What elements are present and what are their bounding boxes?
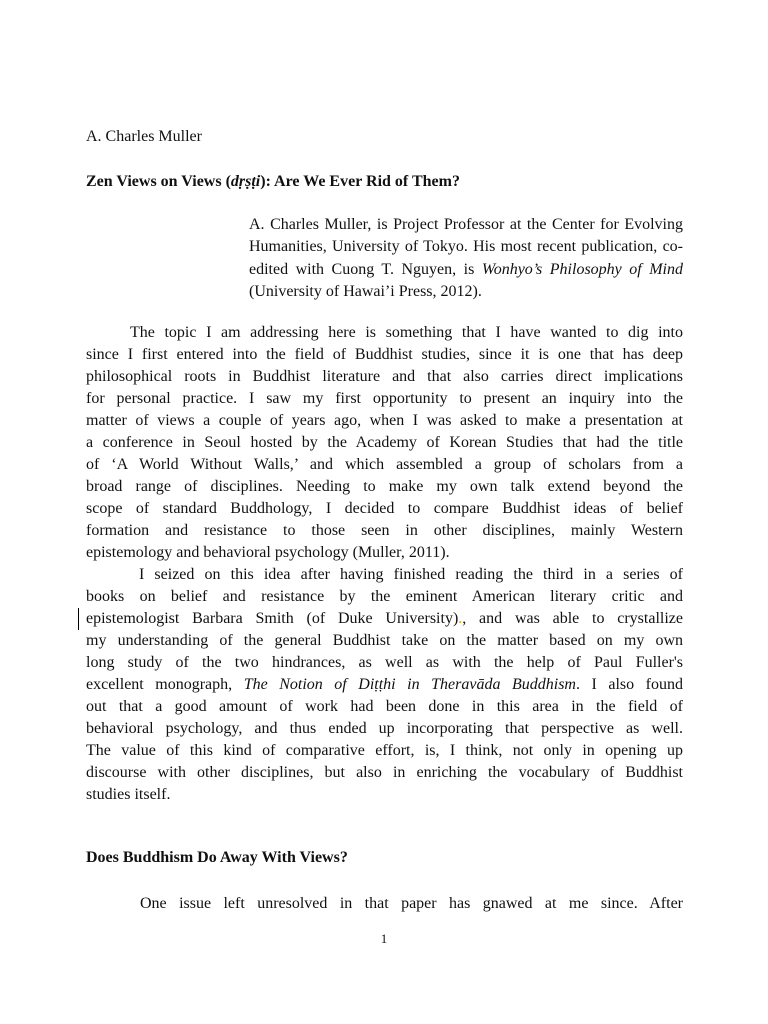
- monograph-title: The Notion of Diṭṭhi in Theravāda Buddhism: [243, 676, 576, 693]
- paragraph-1-line: a conference in Seoul hosted by the Academy of Korean Studies that had the title: [86, 434, 683, 451]
- title-suffix: ): Are We Ever Rid of Them?: [260, 173, 460, 190]
- paragraph-1-line: broad range of disciplines. Needing to make my own talk extend beyond the: [86, 478, 683, 495]
- paragraph-1-line: philosophical roots in Buddhist literature and that also carries direct implications: [86, 368, 683, 385]
- line-text: . I also found: [575, 676, 683, 693]
- paragraph-2-line: [86, 608, 683, 630]
- paragraph-2-line: [86, 674, 683, 696]
- author-bio: [249, 214, 683, 303]
- paragraph-2-line: out that a good amount of work had been done in this area in the field of: [86, 698, 683, 715]
- paper-title: [86, 173, 460, 191]
- paragraph-1-line: for personal practice. I saw my first opportunity to present an inquiry into the: [86, 390, 683, 407]
- section-heading: Does Buddhism Do Away With Views?: [86, 849, 348, 866]
- paragraph-2-line: long study of the two hindrances, as well as with the help of Paul Fuller's: [86, 654, 683, 671]
- paragraph-2-line: I seized on this idea after having finished reading the third in a series of: [139, 566, 683, 583]
- paragraph-2-line: The value of this kind of comparative effort, is, I think, not only in opening up: [86, 742, 683, 759]
- line-text: excellent monograph,: [86, 676, 244, 693]
- paragraph-2-line: books on belief and resistance by the eminent American literary critic and: [86, 588, 683, 605]
- title-term: dṛṣṭi: [230, 173, 261, 190]
- tracked-change-mark[interactable]: .: [458, 610, 463, 627]
- paragraph-1-line: epistemology and behavioral psychology (Muller, 2011).: [86, 544, 450, 561]
- text-cursor: [78, 608, 79, 630]
- paragraph-2-line: behavioral psychology, and thus ended up incorporating that perspective as well.: [86, 720, 683, 737]
- paragraph-1-line: scope of standard Buddhology, I decided to compare Buddhist ideas of belief: [86, 500, 683, 517]
- author-name: A. Charles Muller: [86, 128, 202, 145]
- page-number: 1: [380, 931, 388, 946]
- paragraph-2-line: studies itself.: [86, 786, 171, 803]
- line-text: epistemologist Barbara Smith (of Duke University): [86, 610, 459, 627]
- line-text: , and was able to crystallize: [462, 610, 683, 627]
- bio-text-2: (University of Hawai’i Press, 2012).: [249, 282, 482, 300]
- bio-book-title: Wonhyo’s Philosophy of Mind: [481, 260, 683, 278]
- paragraph-1-line: of ‘A World Without Walls,’ and which assembled a group of scholars from a: [86, 456, 683, 473]
- paragraph-1-line: since I first entered into the field of Buddhist studies, since it is one that has deep: [86, 346, 683, 363]
- paragraph-3-line: One issue left unresolved in that paper has gnawed at me since. After: [140, 895, 683, 912]
- paragraph-1-line: formation and resistance to those seen in other disciplines, mainly Western: [86, 522, 683, 539]
- paragraph-2-line: discourse with other disciplines, but also in enriching the vocabulary of Buddhist: [86, 764, 683, 781]
- bio-text-1: A. Charles Muller, is Project Professor at the Center for Evolving Humanities, University of Tokyo. His most recent publication, co-edited with Cuong T. Nguyen, is: [249, 216, 683, 278]
- paragraph-2-line: my understanding of the general Buddhist take on the matter based on my own: [86, 632, 683, 649]
- paragraph-1-line: The topic I am addressing here is something that I have wanted to dig into: [130, 324, 683, 341]
- paragraph-1-line: matter of views a couple of years ago, when I was asked to make a presentation at: [86, 412, 683, 429]
- title-prefix: Zen Views on Views (: [86, 173, 231, 190]
